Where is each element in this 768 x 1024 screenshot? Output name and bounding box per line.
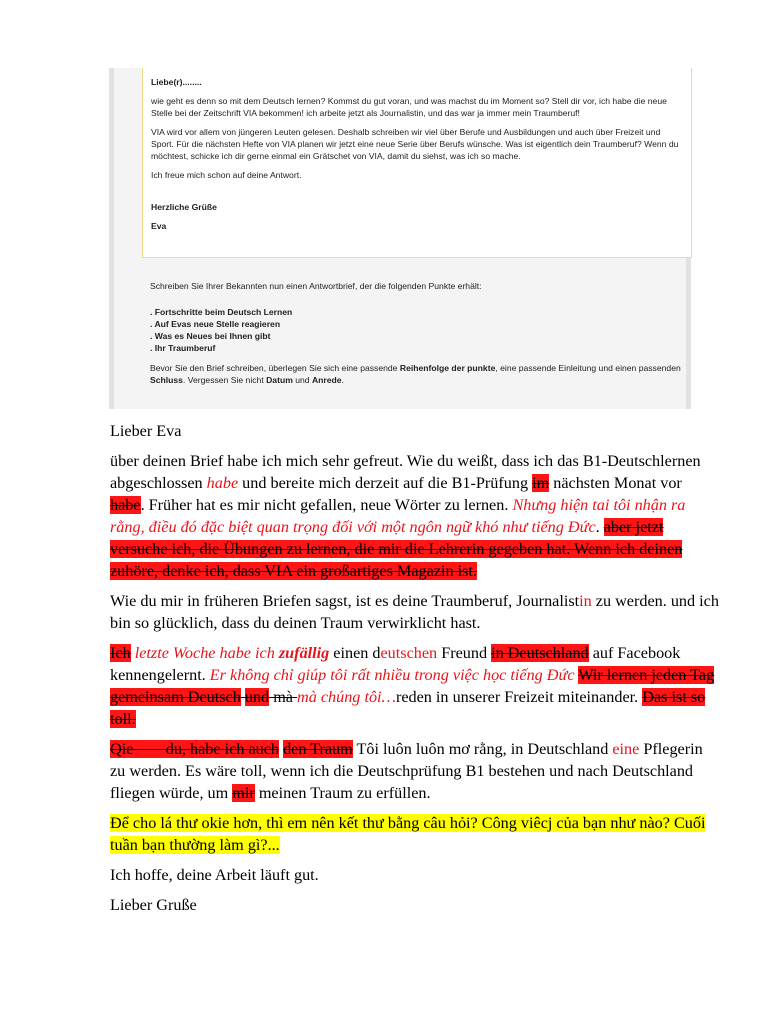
task-instructions (150, 280, 690, 394)
deleted-text: habe (110, 496, 141, 514)
text: Pflegerin zu werden. Es wäre toll, wenn ich die Deutschprüfung B1 bestehen und nach Deutschland fliegen würde, um (110, 740, 703, 802)
text: und bereite mich derzeit auf die B1-Prüfung (238, 474, 533, 492)
deleted-text: Das ist so toll. (110, 688, 706, 728)
text: einen d (329, 644, 381, 662)
note-text: , eine passende Einleitung und einen passenden (495, 363, 681, 373)
text: auf Facebook kennengelernt. (110, 644, 681, 684)
deleted-text: mà (269, 688, 298, 706)
point-item: . Ihr Traumberuf (150, 343, 216, 353)
text: Freund (437, 644, 492, 662)
deleted-text: Qie du, habe ich auch (110, 740, 280, 758)
text: . (595, 518, 604, 536)
text: reden in unserer Freizeit miteinander. (395, 688, 643, 706)
task-note (150, 362, 690, 386)
point-item: . Fortschritte beim Deutsch Lernen (150, 307, 293, 317)
point-item: . Auf Evas neue Stelle reagieren (150, 319, 281, 329)
answer-paragraph-1 (110, 450, 720, 582)
letter-signature: Eva (151, 221, 167, 231)
answer-paragraph-5 (110, 812, 720, 856)
eva-letter (142, 68, 692, 258)
deleted-text: aber jetzt versuche ich, die Übungen zu lernen, die mir die Lehrerin gegeben hat. Wenn ich deinen zuhöre, denke ich, dass VIA ein großartiges Magazin ist. (110, 518, 683, 580)
points-list (150, 306, 690, 354)
answer-paragraph-2 (110, 590, 720, 634)
note-bold: Datum (266, 375, 293, 385)
note-bold: Anrede (311, 375, 342, 385)
answer-letter (110, 420, 720, 924)
deleted-text: und (244, 688, 270, 706)
letter-closing: Herzliche Grüße (151, 202, 217, 212)
note-bold: Reihenfolge der punkte (399, 363, 496, 373)
deleted-text: im (532, 474, 550, 492)
point-item: . Was es Neues bei Ihnen gibt (150, 331, 271, 341)
deleted-text: den Traum (283, 740, 353, 758)
correction: in (579, 592, 592, 610)
note-bold: Schluss (150, 375, 183, 385)
instruction-text: Schreiben Sie Ihrer Bekannten nun einen Antwortbrief, der die folgenden Punkte erhält: (150, 281, 482, 291)
note-text: . Vergessen Sie nicht (182, 375, 267, 385)
deleted-text: Wir lernen jeden Tag gemeinsam Deutsch (110, 666, 715, 706)
deleted-text: mir (232, 784, 255, 802)
note-text: und (292, 375, 312, 385)
answer-closing: Lieber Gruße (110, 896, 197, 914)
correction: eine (612, 740, 640, 758)
text: Tôi luôn luôn mơ rằng, in Deutschland (352, 740, 613, 758)
answer-paragraph-3 (110, 642, 720, 730)
correction: habe (206, 474, 239, 492)
answer-paragraph-4 (110, 738, 720, 804)
text: meinen Traum zu erfüllen. (254, 784, 431, 802)
note-text: Bevor Sie den Brief schreiben, überlegen Sie sich eine passende (150, 363, 400, 373)
teacher-comment: Để cho lá thư okie hơn, thì em nên kết thư bằng câu hỏi? Công viêcj của bạn như nào? Cuối tuần bạn thường làm gì?... (110, 814, 706, 854)
correction: mà chúng tôi… (297, 688, 396, 706)
text: zu werden. und ich bin so glücklich, dass du deinen Traum verwirklicht hast. (110, 592, 719, 632)
text: Wie du mir in früheren Briefen sagst, ist es deine Traumberuf, Journalist (110, 592, 580, 610)
deleted-text: Ich (110, 644, 131, 662)
correction: zufällig (278, 644, 330, 662)
correction: Er không chỉ giúp tôi rất nhiều trong việc học tiếng Đức (209, 666, 575, 684)
text: über deinen Brief habe ich mich sehr gefreut. Wie du weißt, dass ich das B1-Deutschlernen abgeschlossen (110, 452, 701, 492)
answer-paragraph-6: Ich hoffe, deine Arbeit läuft gut. (110, 866, 319, 884)
text: . Früher hat es mir nicht gefallen, neue Wörter zu lernen. (140, 496, 513, 514)
deleted-text: in Deutschland (491, 644, 589, 662)
note-text: . (341, 375, 344, 385)
letter-greeting: Liebe(r)........ (151, 77, 202, 87)
letter-paragraph: VIA wird vor allem von jüngeren Leuten gelesen. Deshalb schreiben wir viel über Berufe und Ausbildungen und auch über Freizeit und Sport. Für die nächsten Hefte von VIA planen wir jetzt eine neue Serie über Berufs wünsche. Was ist eigentlich dein Traumberuf? Wenn du möchtest, schicke ich dir gerne einmal ein Grätschet von VIA, damit du siehst, was ich so mache. (151, 127, 679, 161)
correction: Nhưng hiện tai tôi nhận ra rằng, điều đó đặc biệt quan trọng đối với một ngôn ngữ khó như tiếng Đức (110, 496, 686, 536)
correction: letzte Woche habe ich (130, 644, 279, 662)
text: nächsten Monat vor (549, 474, 682, 492)
task-image (109, 68, 691, 409)
correction: eutschen (380, 644, 438, 662)
answer-salutation: Lieber Eva (110, 422, 182, 440)
letter-paragraph: wie geht es denn so mit dem Deutsch lernen? Kommst du gut voran, und was machst du im Moment so? Stell dir vor, ich habe die neue Stelle bei der Zeitschrift VIA bekommen! ich arbeite jetzt als Journalistin, und das war ja immer mein Traumberuf! (151, 96, 667, 118)
letter-paragraph: Ich freue mich schon auf deine Antwort. (151, 170, 302, 180)
